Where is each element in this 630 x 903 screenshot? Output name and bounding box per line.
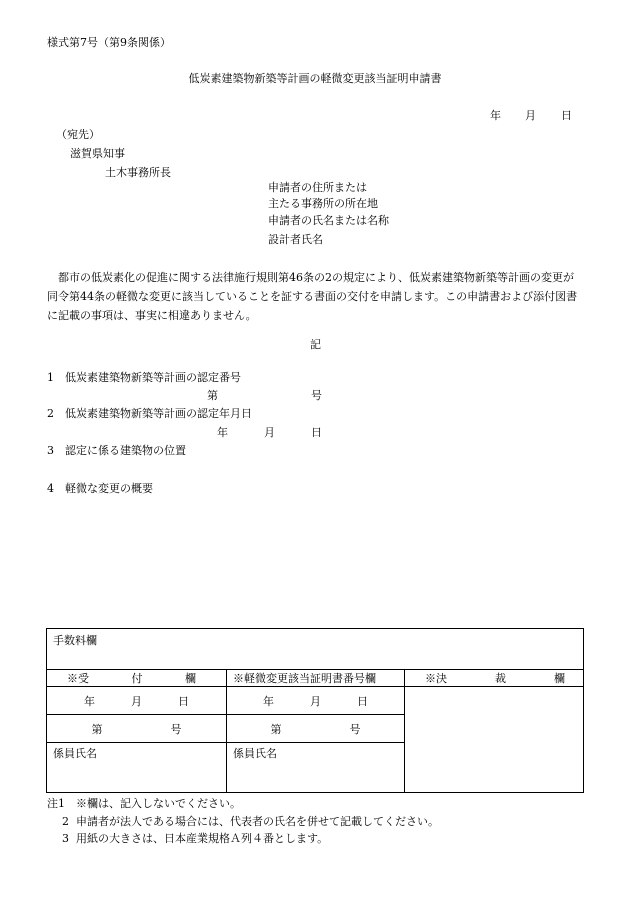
receipt-date-cell [47,687,227,715]
decision-header-3: 欄 [554,672,565,685]
fee-cell [47,629,584,670]
cert-staff-cell [227,743,405,793]
addressee-prefix: （宛先） [56,128,100,141]
applicant-address-line2: 主たる事務所の所在地 [268,197,378,210]
receipt-header-2: 付 [131,672,143,685]
form-number: 様式第7号（第9条関係） [47,36,171,49]
receipt-header [47,670,227,687]
receipt-header-1: ※受 [67,672,89,685]
cert-go: 号 [349,722,361,736]
item4-number: 4 [47,482,54,495]
date-day: 日 [561,109,572,122]
cert-date-cell [227,687,405,715]
applicant-address-line1: 申請者の住所または [268,181,367,194]
addressee-office: 土木事務所長 [105,166,171,179]
decision-header-2: 裁 [495,672,506,685]
receipt-go: 号 [170,722,182,736]
note2-text: 申請者が法人である場合には、代表者の氏名を併せて記載してください。 [76,815,439,828]
decision-header-1: ※決 [425,672,447,685]
date-year: 年 [490,109,501,122]
receipt-dai: 第 [91,722,103,736]
receipt-day: 日 [178,694,189,708]
item4-label: 軽微な変更の概要 [65,482,153,495]
item2-day: 日 [311,426,322,439]
item2-label: 低炭素建築物新築等計画の認定年月日 [65,407,252,420]
note2-prefix: 2 [62,815,69,828]
note1-text: ※欄は、記入しないでください。 [76,797,241,810]
receipt-staff-label: 係員氏名 [53,747,97,760]
note3-text: 用紙の大きさは、日本産業規格Ａ列４番とします。 [76,832,329,845]
item2-year: 年 [217,426,228,439]
designer-name: 設計者氏名 [268,233,323,246]
receipt-month: 月 [131,694,142,708]
date-month: 月 [525,109,536,122]
item1-dai: 第 [207,389,218,402]
cert-year: 年 [263,694,274,708]
note3-prefix: 3 [62,832,69,845]
receipt-year: 年 [84,694,95,708]
cert-dai: 第 [270,722,282,736]
cert-number-cell [227,715,405,743]
cert-number-header-label: ※軽微変更該当証明書番号欄 [233,672,376,685]
decision-cell [405,687,584,793]
cert-staff-label: 係員氏名 [233,747,277,760]
applicant-name: 申請者の氏名または名称 [268,214,389,227]
receipt-number-cell [47,715,227,743]
ki-heading: 記 [310,338,321,351]
cert-number-header [227,670,405,687]
receipt-header-3: 欄 [185,672,196,685]
application-statement: 都市の低炭素化の促進に関する法律施行規則第46条の2の規定により、低炭素建築物新築等計画の変更が同令第44条の軽微な変更に該当していることを証する書面の交付を申請します。この申請書および添付図書に記載の事項は、事実に相違ありません。 [47,271,578,322]
fee-label: 手数料欄 [53,634,97,647]
item3-number: 3 [47,444,54,457]
item2-month: 月 [264,426,275,439]
item1-label: 低炭素建築物新築等計画の認定番号 [65,371,241,384]
cert-day: 日 [357,694,368,708]
item1-number: 1 [47,371,54,384]
item2-number: 2 [47,407,54,420]
fee-table [46,628,584,793]
item3-label: 認定に係る建築物の位置 [65,444,186,457]
note1-prefix: 注1 [47,797,65,810]
receipt-staff-cell [47,743,227,793]
document-title: 低炭素建築物新築等計画の軽微変更該当証明申請書 [188,72,442,85]
decision-header [405,670,584,687]
addressee-governor: 滋賀県知事 [70,147,125,160]
item1-go: 号 [311,389,322,402]
cert-month: 月 [310,694,321,708]
